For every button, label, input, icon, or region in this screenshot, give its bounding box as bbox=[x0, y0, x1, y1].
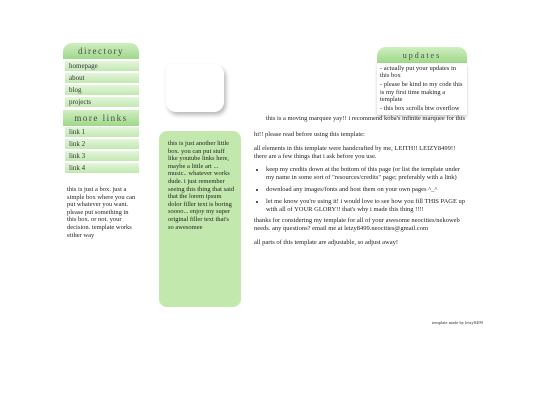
moving-marquee: this is a moving marquee yay!! i recommend koba's infinite marquee for this bbox=[266, 115, 466, 122]
nav-item-homepage[interactable]: homepage bbox=[65, 61, 139, 71]
intro-text: hi!! please read before using this template: bbox=[254, 131, 365, 138]
middle-box-text: this is just another little box. you can put stuff like youtube links here, maybe a little art ... music.. whatever works dude. i just remember seeing this thing that said that the lorem ipsum dolor filler text is boring soooo... enjoy my super original filler text that's so awesomee bbox=[168, 140, 235, 231]
more-links-header: more links bbox=[63, 110, 139, 126]
nav-item-blog[interactable]: blog bbox=[65, 85, 139, 95]
template-credit[interactable]: template made by leizy8499 bbox=[432, 320, 483, 325]
link-item-4[interactable]: link 4 bbox=[65, 163, 139, 173]
updates-header: updates bbox=[377, 47, 467, 63]
more-links-menu bbox=[65, 127, 139, 175]
handcrafted-text: all elements in this template were handcrafted by me, LEITH!! LEIZY8499!! there are a few things that i ask before you use. bbox=[254, 144, 456, 160]
list-item: • download any images/fonts and host them on your own pages ^_^ bbox=[266, 186, 466, 194]
updates-scroll-box[interactable] bbox=[377, 63, 467, 115]
update-line: - this box scrolls btw overflow bbox=[380, 105, 460, 113]
list-item: • keep my credits down at the bottom of this page (or list the template under my name in some sort of "resources/credits" page; preferably with a link) bbox=[266, 166, 466, 182]
main-content bbox=[254, 131, 466, 253]
link-item-3[interactable]: link 3 bbox=[65, 151, 139, 161]
rules-list bbox=[254, 166, 466, 213]
link-item-2[interactable]: link 2 bbox=[65, 139, 139, 149]
nav-item-projects[interactable]: projects bbox=[65, 97, 139, 107]
directory-header: directory bbox=[63, 43, 139, 59]
left-text-box: this is just a box. just a simple box where you can put whatever you want. please put something in this box. or not. your decision. template works either way bbox=[67, 186, 136, 239]
link-item-1[interactable]: link 1 bbox=[65, 127, 139, 137]
update-line: - please be kind to my code this is my first time making a template bbox=[380, 81, 463, 103]
image-card bbox=[166, 64, 224, 112]
thanks-text: thanks for considering my template for all of your awesome neocities/nekoweb needs. any questions? email me at leizy8499.neocities@gmail.com bbox=[254, 217, 460, 233]
update-line: - actually put your updates in this box bbox=[380, 65, 456, 80]
nav-item-about[interactable]: about bbox=[65, 73, 139, 83]
list-item: • let me know you're using it! i would love to see how you fill THIS PAGE up with all of YOUR GLORY!! that's why i made this thing !!!! bbox=[266, 198, 466, 214]
directory-menu bbox=[65, 61, 139, 109]
adjustable-text: all parts of this template are adjustable, so adjust away! bbox=[254, 238, 399, 246]
